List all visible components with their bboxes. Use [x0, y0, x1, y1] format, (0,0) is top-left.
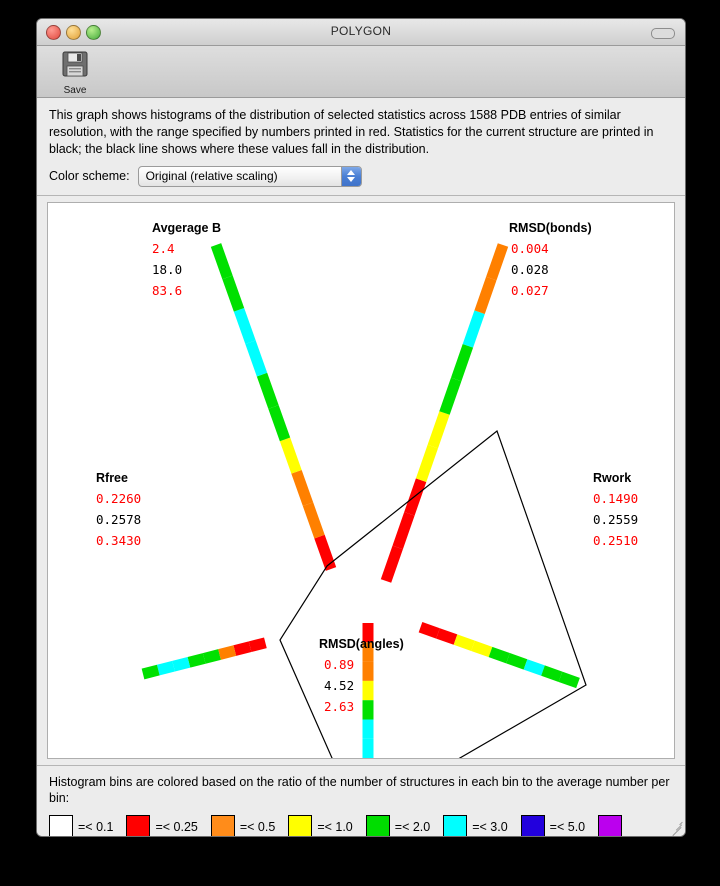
histogram-bin — [308, 504, 320, 536]
axis-min-rfree: 0.2260 — [96, 490, 142, 506]
axis-min-rmsd-bonds: 0.004 — [511, 240, 549, 256]
legend-swatch-label: =< 3.0 — [472, 819, 508, 834]
histogram-bin — [438, 633, 456, 639]
axis-min-rmsd-angles: 0.89 — [324, 656, 355, 672]
legend-color-swatch — [211, 815, 235, 837]
histogram-bin — [297, 471, 309, 503]
legend-swatches — [49, 815, 673, 837]
legend-caption: Histogram bins are colored based on the ratio of the number of structures in each bin to the average number per bin: — [49, 774, 670, 805]
histogram-bin — [543, 670, 561, 676]
histogram-bin — [274, 407, 286, 439]
histogram-bin — [491, 245, 503, 279]
color-scheme-value: Original (relative scaling) — [145, 169, 278, 184]
legend-swatch-label: =< 0.1 — [78, 819, 114, 834]
histogram-bin — [421, 446, 433, 480]
legend-color-swatch — [598, 815, 622, 837]
floppy-disk-icon — [60, 49, 90, 79]
axis-value-avgerage-b: 18.0 — [152, 261, 183, 277]
histogram-bin — [508, 658, 526, 664]
legend-swatch-label: =< 0.5 — [239, 819, 276, 834]
histogram-bin — [174, 662, 189, 666]
polygon-chart-svg — [48, 203, 674, 758]
axis-value-rmsd-bonds: 0.028 — [511, 261, 549, 277]
histogram-bin — [480, 278, 492, 312]
axis-label-rfree: Rfree — [96, 470, 128, 485]
axis-label-rmsd-bonds: RMSD(bonds) — [509, 220, 592, 235]
legend-color-swatch — [366, 815, 390, 837]
histogram-bin — [235, 646, 250, 650]
histogram-bin — [456, 639, 474, 645]
axis-label-rmsd-angles: RMSD(angles) — [319, 636, 404, 651]
histogram-bin — [158, 666, 173, 670]
histogram-bin — [228, 277, 240, 309]
toolbar — [37, 46, 685, 98]
histogram-bin — [398, 513, 410, 547]
description-text: This graph shows histograms of the distribution of selected statistics across 1588 PDB entries of similar resolution, with the range specified by numbers printed in red. Statistics for the current structure are printed in black; the black line shows where these values fall in the distribution. — [37, 98, 685, 162]
histogram-bin — [216, 245, 228, 277]
axis-min-avgerage-b: 2.4 — [152, 240, 175, 256]
chart-area — [37, 196, 685, 765]
legend-color-swatch — [126, 815, 150, 837]
axis-max-avgerage-b: 83.6 — [152, 282, 183, 298]
window-title: POLYGON — [330, 24, 392, 38]
histogram-bin — [403, 621, 421, 627]
legend-color-swatch — [288, 815, 312, 837]
axis-max-rfree: 0.3430 — [96, 532, 142, 548]
title-bar — [37, 19, 685, 46]
histogram-bin — [250, 642, 265, 646]
histogram-bin — [386, 547, 398, 581]
axis-value-rmsd-angles: 4.52 — [324, 677, 355, 693]
histogram-bin — [421, 627, 439, 633]
resize-grip-icon[interactable] — [669, 820, 683, 834]
color-scheme-row — [37, 162, 685, 196]
axis-value-rfree: 0.2578 — [96, 511, 142, 527]
histogram-bin — [445, 379, 457, 413]
color-scheme-select[interactable] — [138, 166, 362, 187]
histogram-bin — [468, 312, 480, 346]
axis-max-rmsd-bonds: 0.027 — [511, 282, 549, 298]
histogram-bin — [251, 342, 263, 374]
legend-color-swatch — [443, 815, 467, 837]
application-window — [36, 18, 686, 837]
histogram-bin — [189, 658, 204, 662]
axis-max-rwork: 0.2510 — [593, 532, 639, 548]
histogram-bin — [491, 652, 509, 658]
histogram-bin — [204, 654, 219, 658]
legend-swatch-label: =< 5.0 — [549, 819, 586, 834]
legend — [37, 765, 685, 837]
legend-color-swatch — [521, 815, 545, 837]
histogram-bin — [239, 309, 251, 341]
chevron-updown-icon — [341, 167, 361, 186]
histogram-bin — [265, 639, 280, 643]
histogram-bin — [526, 664, 544, 670]
legend-swatch-label: =< 2.0 — [394, 819, 431, 834]
histogram-bin — [143, 670, 158, 674]
toolbar-toggle-button[interactable] — [651, 28, 675, 39]
polygon-chart[interactable] — [47, 202, 675, 759]
histogram-bin — [220, 650, 235, 654]
save-button-label: Save — [63, 85, 87, 96]
save-button[interactable] — [49, 46, 101, 96]
histogram-bin — [409, 480, 421, 514]
histogram-bin — [262, 374, 274, 406]
axis-value-rwork: 0.2559 — [593, 511, 639, 527]
histogram-bin — [433, 413, 445, 447]
axis-max-rmsd-angles: 2.63 — [324, 698, 355, 714]
axis-label-avgerage-b: Avgerage B — [152, 220, 222, 235]
histogram-bin — [285, 439, 297, 471]
histogram-bin — [456, 345, 468, 379]
color-scheme-label: Color scheme: — [49, 169, 130, 184]
legend-color-swatch — [49, 815, 73, 837]
histogram-bin — [561, 676, 579, 682]
axis-min-rwork: 0.1490 — [593, 490, 639, 506]
legend-swatch-label: =< 1.0 — [317, 819, 353, 834]
axis-label-rwork: Rwork — [593, 470, 632, 485]
legend-swatch-label: =< 0.25 — [155, 819, 198, 834]
histogram-bin — [473, 645, 491, 651]
